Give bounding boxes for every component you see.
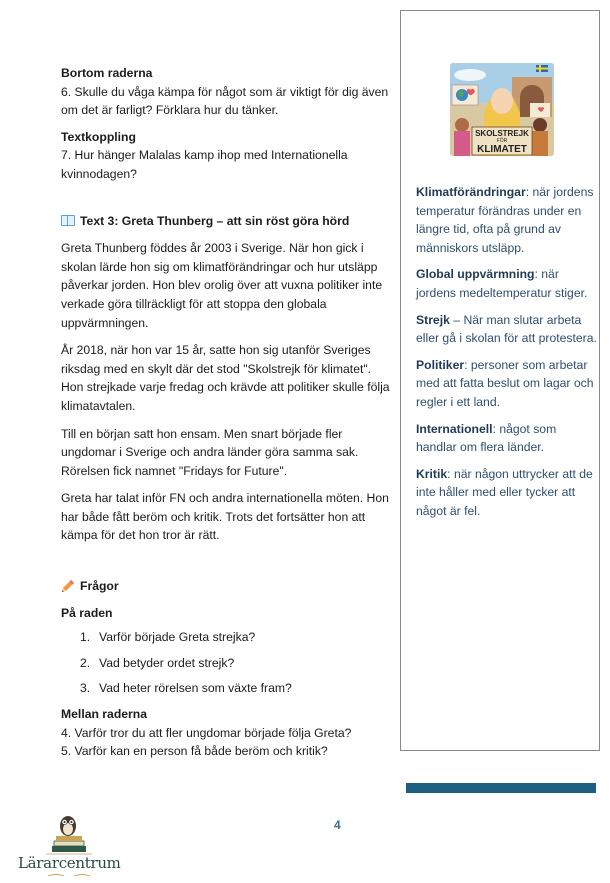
question-4: 4. Varför tror du att fler ungdomar började följa Greta? xyxy=(61,725,352,740)
text-link-heading: Textkoppling xyxy=(61,129,136,144)
glossary-separator: : xyxy=(534,267,542,282)
logo-text: Lärarcentrum xyxy=(18,854,121,872)
on-the-line-heading: På raden xyxy=(61,605,113,620)
questions-title xyxy=(61,577,391,596)
owl-on-books-icon xyxy=(18,810,120,856)
question-5: 5. Varför kan en person få både beröm och kritik? xyxy=(61,744,328,759)
glossary-term: Kritik xyxy=(416,466,448,481)
text3-paragraph: Greta Thunberg föddes år 2003 i Sverige. När hon gick i skolan lärde hon sig om klimatförändringar och hur utsläpp påverkar jorden. Hon blev orolig över att vuxna politiker inte verkade göra tillräckligt för att stoppa den globala uppvärmningen. xyxy=(61,241,383,330)
list-text: Vad betyder ordet strejk? xyxy=(99,655,235,670)
glossary-definition: något som handlar om flera länder. xyxy=(416,421,557,455)
greta-strike-illustration xyxy=(450,63,554,156)
glossary-entry xyxy=(416,356,598,412)
list-number: 3. xyxy=(80,681,91,696)
glossary-entry xyxy=(416,183,598,257)
list-item xyxy=(61,654,391,673)
lararcentrum-logo xyxy=(18,810,120,880)
glossary-separator: : xyxy=(492,421,500,436)
text3-paragraph: Till en början satt hon ensam. Men snart började fler ungdomar i Sverige och andra länder göra samma sak. Rörelsen fick namnet "Fridays for Future". xyxy=(61,426,359,478)
list-item xyxy=(61,628,391,647)
beyond-lines-heading: Bortom raderna xyxy=(61,66,153,80)
text3-title-label: Text 3: Greta Thunberg – att sin röst göra hörd xyxy=(80,213,350,228)
glossary-separator: – xyxy=(449,312,464,327)
question-6: 6. Skulle du våga kämpa för något som är viktigt för dig även om det är farligt? Förklara hur du tänker. xyxy=(61,84,389,118)
glossary-entry xyxy=(416,465,598,521)
between-lines-heading: Mellan raderna xyxy=(61,707,148,722)
glossary-definition: När man slutar arbeta eller gå i skolan för att protestera. xyxy=(416,312,597,346)
question-7: 7. Hur hänger Malalas kamp ihop med Internationella kvinnodagen? xyxy=(61,148,348,181)
text3-paragraph: Greta har talat inför FN och andra internationella möten. Hon har både fått beröm och kritik. Trots det fortsätter hon att kämpa för det hon tror är rätt. xyxy=(61,491,389,543)
glossary-separator: : xyxy=(464,357,471,372)
glossary-term: Politiker xyxy=(416,357,465,372)
sign-text-line2: FÖR xyxy=(496,138,508,144)
pencil-icon xyxy=(61,579,75,593)
on-the-line-list xyxy=(61,628,391,698)
glossary-term: Strejk xyxy=(416,312,450,327)
sign-text-line1: SKOLSTREJK xyxy=(475,129,529,138)
laurel-ornament-icon xyxy=(18,873,120,879)
glossary-definition: när jordens temperatur förändras under en längre tid, ofta på grund av människors utsläpp. xyxy=(416,185,594,255)
list-number: 2. xyxy=(80,655,91,670)
page-number: 4 xyxy=(334,818,341,832)
glossary-definition: personer som arbetar med att fatta beslut om lagar och regler i ett land. xyxy=(416,357,594,409)
questions-title-label: Frågor xyxy=(80,579,119,594)
glossary-separator: : xyxy=(447,466,454,481)
list-item xyxy=(61,679,391,698)
glossary-entry xyxy=(416,311,598,348)
text3-paragraph: År 2018, när hon var 15 år, satte hon sig utanför Sveriges riksdag med en skylt där det stod "Skolstrejk för klimatet". Hon strejkade varje fredag och krävde att politiker skulle följa klimatavtalen. xyxy=(61,343,390,413)
glossary-sidebar xyxy=(400,10,600,751)
glossary-definition: när någon uttrycker att de inte håller med eller tycker att något är fel. xyxy=(416,466,593,518)
footer-accent-bar xyxy=(406,783,596,793)
glossary-term: Internationell xyxy=(416,421,493,436)
glossary-separator: : xyxy=(525,185,533,199)
main-column xyxy=(61,64,391,761)
glossary-definition: när jordens medeltemperatur stiger. xyxy=(416,267,588,300)
glossary-term: Global uppvärmning xyxy=(416,267,535,282)
list-text: Vad heter rörelsen som växte fram? xyxy=(99,681,292,696)
glossary-entry xyxy=(416,265,598,302)
list-text: Varför började Greta strejka? xyxy=(99,630,256,645)
glossary-term: Klimatförändringar xyxy=(416,185,526,199)
glossary xyxy=(416,183,598,529)
sign-text-line3: KLIMATET xyxy=(477,144,527,155)
open-book-icon xyxy=(61,215,75,226)
glossary-entry xyxy=(416,420,598,457)
list-number: 1. xyxy=(80,630,91,645)
text3-title xyxy=(61,212,391,231)
